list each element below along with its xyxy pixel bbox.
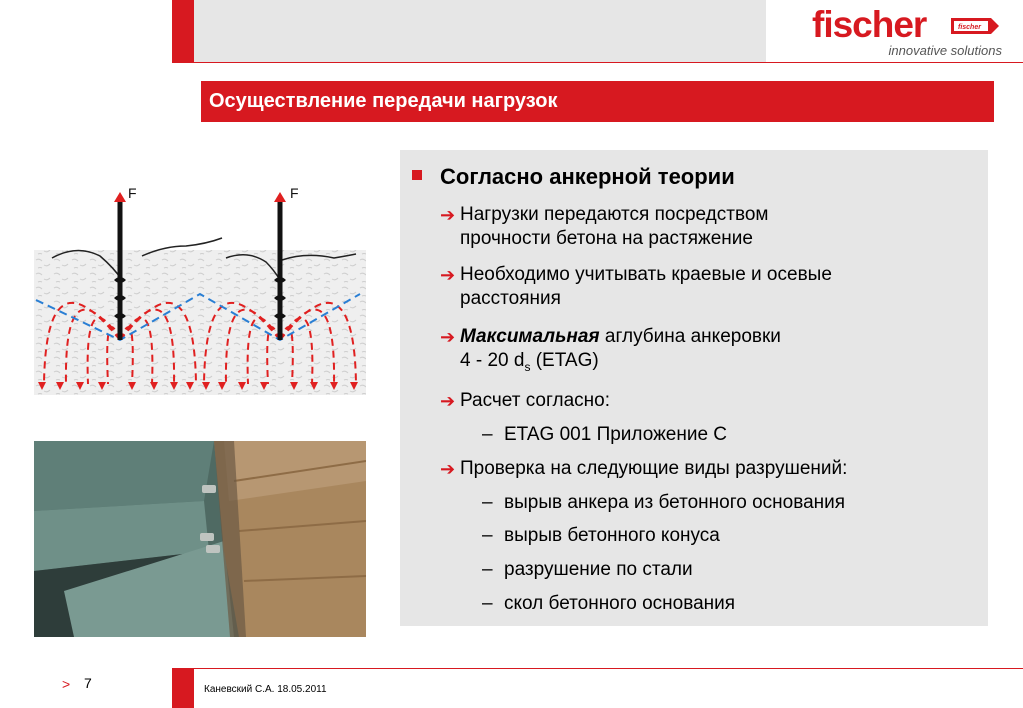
- sub-item-pullout: – вырыв анкера из бетонного основания: [482, 492, 846, 513]
- list-item-embedment: ➔ Максимальная аглубина анкеровки 4 - 20 $d_s$ (ETAG): [440, 326, 781, 374]
- list-item-calculation: ➔ Расчет согласно:: [440, 390, 610, 411]
- logo-anchor-icon: [950, 16, 1000, 36]
- bullet-square-icon: [412, 170, 422, 180]
- footer-red-block: [172, 668, 194, 708]
- sub-item-etag: – ETAG 001 Приложение С: [482, 424, 728, 445]
- header-divider: [172, 62, 1023, 63]
- footer-marker: >: [62, 676, 71, 692]
- footer-divider: [172, 668, 1023, 669]
- anchor-load-diagram: [34, 172, 366, 398]
- list-item-failure-check: ➔ Проверка на следующие виды разрушений:: [440, 458, 848, 479]
- content-panel: [400, 150, 988, 626]
- footer-author-date: Каневский С.А. 18.05.2011: [204, 684, 327, 695]
- fischer-logo: [812, 4, 1012, 60]
- arrow-right-icon: ➔: [440, 391, 456, 411]
- title-bar: [201, 81, 994, 122]
- list-item-tensile: ➔ Нагрузки передаются посредством прочности бетона на растяжение: [440, 204, 769, 249]
- header-gray-block: [194, 0, 766, 62]
- arrow-right-icon: ➔: [440, 459, 456, 479]
- force-label-right: F: [290, 185, 299, 201]
- arrow-right-icon: ➔: [440, 205, 456, 225]
- sub-item-edge: – скол бетонного основания: [482, 593, 736, 614]
- list-item-distances: ➔ Необходимо учитывать краевые и осевые расстояния: [440, 264, 832, 309]
- page-number: 7: [84, 675, 92, 691]
- anchorage-photo: [34, 441, 366, 637]
- force-label-left: F: [128, 185, 137, 201]
- sub-item-cone: – вырыв бетонного конуса: [482, 525, 720, 546]
- arrow-right-icon: ➔: [440, 327, 456, 347]
- section-heading: Согласно анкерной теории: [412, 164, 735, 190]
- header-red-block: [172, 0, 194, 62]
- arrow-right-icon: ➔: [440, 265, 456, 285]
- page-title: Осуществление передачи нагрузок: [209, 90, 558, 112]
- svg-text:fischer: fischer: [958, 24, 981, 31]
- logo-tagline: innovative solutions: [888, 43, 1002, 58]
- logo-word: fischer: [812, 4, 927, 45]
- sub-item-steel: – разрушение по стали: [482, 559, 693, 580]
